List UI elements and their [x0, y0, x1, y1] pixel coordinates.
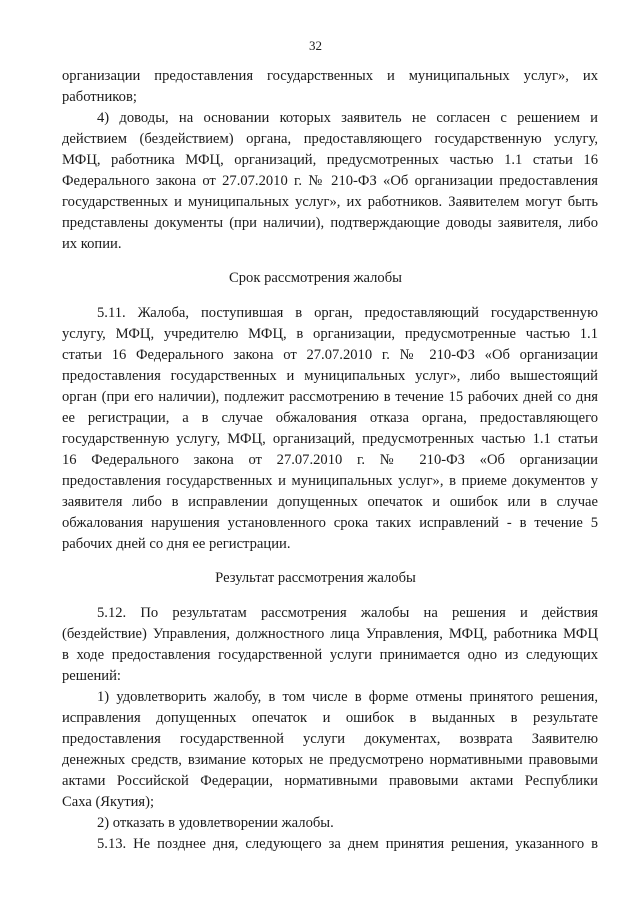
text-line: Федерального закона от 27.07.2010 г. № 210-ФЗ «Об организации предоставления — [62, 173, 598, 189]
section-heading: Результат рассмотрения жалобы — [215, 570, 416, 586]
text-line: заявителя либо в исправлении допущенных опечаток и ошибок или в случае — [62, 494, 598, 510]
text-line: организации предоставления государственных и муниципальных услуг», их — [62, 68, 598, 84]
text-line: обжалования нарушения установленного срока таких исправлений - в течение 5 — [62, 515, 598, 531]
text-line: исправления допущенных опечаток и ошибок в выданных в результате — [62, 710, 598, 726]
text-line: работников; — [62, 89, 137, 105]
page-number: 32 — [309, 38, 322, 53]
text-line: в ходе предоставления государственной услуги принимается одно из следующих — [62, 647, 598, 663]
text-line: орган (при его наличии), подлежит рассмотрению в течение 15 рабочих дней со дня — [62, 389, 598, 405]
text-line: услугу, МФЦ, учредителю МФЦ, в организации, предусмотренные частью 1.1 — [62, 326, 598, 342]
text-line: действием (бездействием) органа, предоставляющего государственную услугу, — [62, 131, 598, 147]
text-line: 5.13. Не позднее дня, следующего за днем принятия решения, указанного в — [97, 836, 598, 852]
text-line: 2) отказать в удовлетворении жалобы. — [97, 815, 334, 831]
text-line: их копии. — [62, 236, 122, 252]
text-line: 1) удовлетворить жалобу, в том числе в форме отмены принятого решения, — [97, 689, 598, 705]
text-line: 5.11. Жалоба, поступившая в орган, предоставляющий государственную — [97, 305, 598, 321]
text-line: решений: — [62, 668, 121, 684]
section-heading: Срок рассмотрения жалобы — [229, 270, 402, 286]
text-line: Саха (Якутия); — [62, 794, 155, 810]
text-line: государственную услугу, МФЦ, организаций, предусмотренных частью 1.1 статьи — [62, 431, 598, 447]
text-line: актами Российской Федерации, нормативными правовыми актами Республики — [62, 773, 598, 789]
text-line: 4) доводы, на основании которых заявитель не согласен с решением и — [97, 110, 598, 126]
text-line: предоставления государственных и муниципальных услуг», в приеме документов у — [62, 473, 598, 489]
text-line: предоставления государственной услуги документах, возврата Заявителю — [62, 731, 598, 747]
text-line: 16 Федерального закона от 27.07.2010 г. № 210-ФЗ «Об организации — [62, 452, 598, 468]
text-line: МФЦ, работника МФЦ, организаций, предусмотренных частью 1.1 статьи 16 — [62, 152, 598, 168]
text-line: представлены документы (при наличии), подтверждающие доводы заявителя, либо — [62, 215, 598, 231]
text-line: ее регистрации, а в случае обжалования отказа органа, предоставляющего — [62, 410, 598, 426]
text-line: денежных средств, взимание которых не предусмотрено нормативными правовыми — [62, 752, 598, 768]
text-line: рабочих дней со дня ее регистрации. — [62, 536, 291, 552]
text-line: (бездействие) Управления, должностного лица Управления, МФЦ, работника МФЦ — [62, 626, 598, 642]
text-line: государственных и муниципальных услуг», их работников. Заявителем могут быть — [62, 194, 598, 210]
text-line: статьи 16 Федерального закона от 27.07.2010 г. № 210-ФЗ «Об организации — [62, 347, 598, 363]
text-line: 5.12. По результатам рассмотрения жалобы на решения и действия — [97, 605, 598, 621]
text-line: предоставления государственных и муниципальных услуг», либо вышестоящий — [62, 368, 598, 384]
